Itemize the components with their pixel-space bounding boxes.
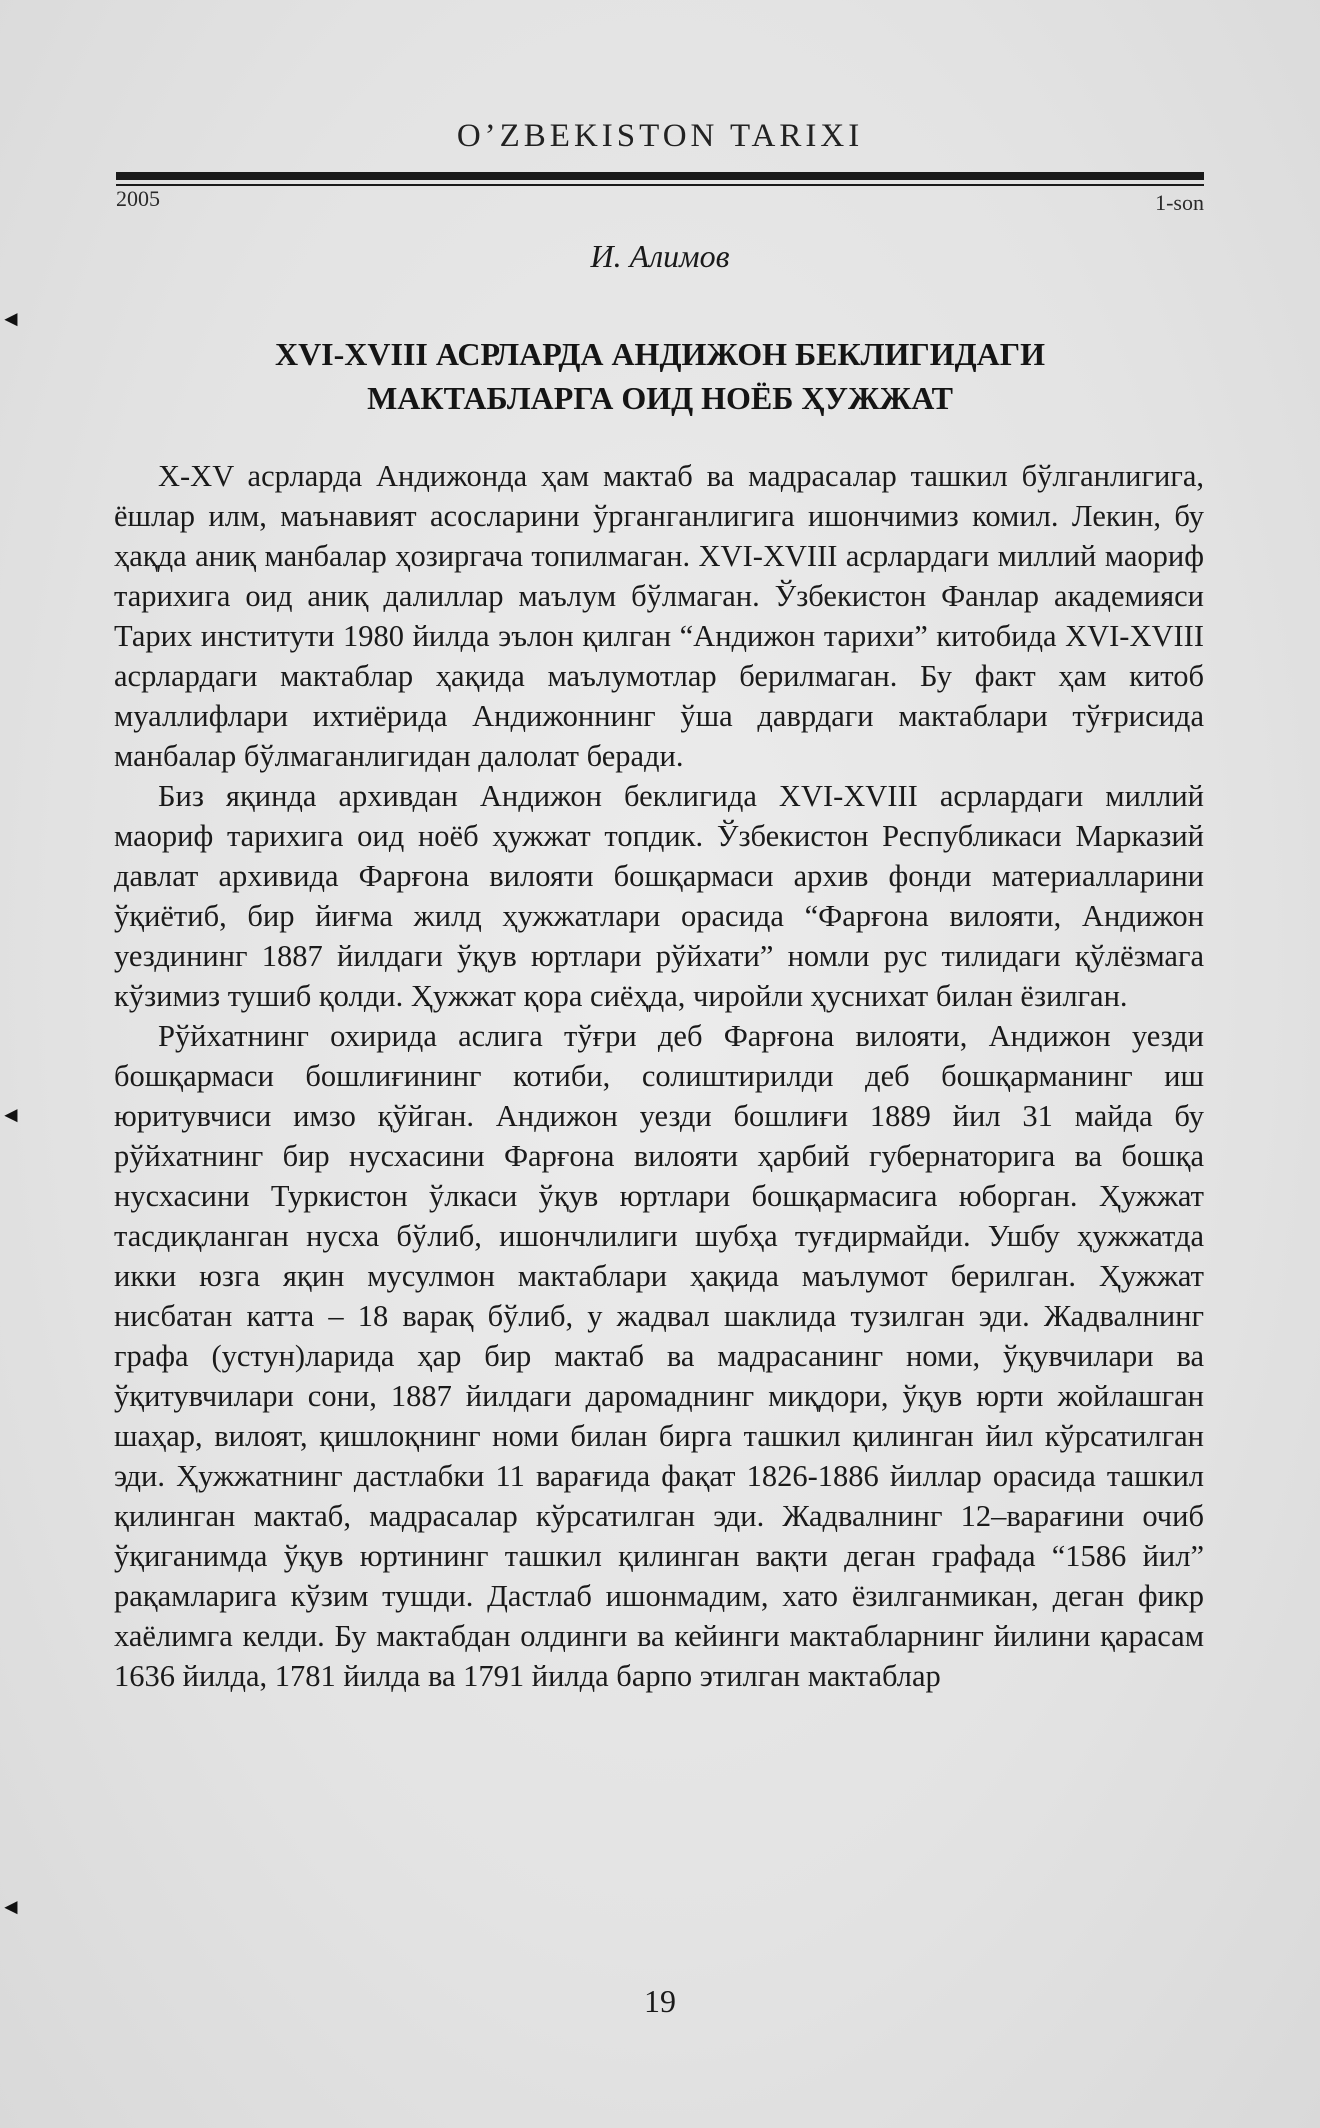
article-author: И. Алимов — [590, 238, 730, 274]
header-rule-thick — [116, 172, 1204, 180]
paragraph-2: Биз яқинда архивдан Андижон беклигида XVI-XVIII асрлардаги миллий маориф тарихига оид ноёб ҳужжат топдик. Ўзбекистон Республикаси Марказий давлат архивида Фарғона вилояти бошқармаси архив фонди материалларини ўқиётиб, бир йиғма жилд ҳужжатлари орасида “Фарғона вилояти, Андижон уездининг 1887 йилдаги ўқув юртлари рўйхати” номли рус тилидаги қўлёзмага кўзимиз тушиб қолди. Ҳужжат қора сиёҳда, чиройли ҳуснихат билан ёзилган. — [114, 779, 1204, 1013]
issue-number: 1-son — [1155, 190, 1204, 215]
page-number: 19 — [644, 1983, 676, 2019]
paragraph-3: Рўйхатнинг охирида аслига тўғри деб Фарғона вилояти, Андижон уезди бошқармаси бошлиғининг котиби, солиштирилди деб бошқарманинг иш юритувчиси имзо қўйган. Андижон уезди бошлиғи 1889 йил 31 майда бу рўйхатнинг бир нусхасини Фарғона вилояти ҳарбий губернаторига ва бошқа нусхасини Туркистон ўлкаси ўқув юртлари бошқармасига юборган. Ҳужжат тасдиқланган нусха бўлиб, ишончлилиги шубҳа туғдирмайди. Ушбу ҳужжатда икки юзга яқин мусулмон мактаблари ҳақида маълумот берилган. Ҳужжат нисбатан катта – 18 варақ бўлиб, у жадвал шаклида тузилган эди. Жадвалнинг графа (устун)ларида ҳар бир мактаб ва мадрасанинг номи, ўқувчилари ва ўқитувчилари сони, 1887 йилдаги даромаднинг миқдори, ўқув юрти жойлашган шаҳар, вилоят, қишлоқнинг номи билан бирга ташкил қилинган йил кўрсатилган эди. Ҳужжатнинг дастлабки 11 варағида фақат 1826-1886 йиллар орасида ташкил қилинган мактаб, мадрасалар кўрсатилган эди. Жадвалнинг 12–варағини очиб ўқиганимда ўқув юртининг ташкил қилинган вақти деган графада “1586 йил” рақамларига кўзим тушди. Дастлаб ишонмадим, хато ёзилганмикан, деган фикр хаёлимга келди. Бу мактабдан олдинги ва кейинги мактабларнинг йилини қарасам 1636 йилда, 1781 йилда ва 1791 йилда барпо этилган мактаблар — [114, 1019, 1204, 1693]
binding-mark-icon: ◄ — [0, 306, 22, 331]
issue-year: 2005 — [116, 186, 160, 211]
article-title — [110, 332, 1210, 420]
binding-mark-icon: ◄ — [0, 1894, 22, 1919]
paragraph-1: X-XV асрларда Андижонда ҳам мактаб ва мадрасалар ташкил бўлганлигига, ёшлар илм, маънавият асосларини ўрганганлигига ишончимиз комил. Лекин, бу ҳақда аниқ манбалар ҳозиргача топилмаган. XVI-XVIII асрлардаги миллий маориф тарихига оид аниқ далиллар маълум бўлмаган. Ўзбекистон Фанлар академияси Тарих институти 1980 йилда эълон қилган “Андижон тарихи” китобида XVI-XVIII асрлардаги мактаблар ҳақида маълумотлар берилмаган. Бу факт ҳам китоб муаллифлари ихтиёрида Андижоннинг ўша даврдаги мактаблари тўғрисида манбалар бўлмаганлигидан далолат беради. — [114, 459, 1204, 773]
article-title-line-2: МАКТАБЛАРГА ОИД НОЁБ ҲУЖЖАТ — [367, 380, 953, 416]
article-title-line-1: XVI-XVIII АСРЛАРДА АНДИЖОН БЕКЛИГИДАГИ — [274, 336, 1046, 372]
journal-title: O’ZBEKISTON TARIXI — [456, 118, 864, 154]
header-rule-thin — [116, 184, 1204, 186]
article-body — [114, 456, 1204, 1696]
binding-mark-icon: ◄ — [0, 1102, 22, 1127]
